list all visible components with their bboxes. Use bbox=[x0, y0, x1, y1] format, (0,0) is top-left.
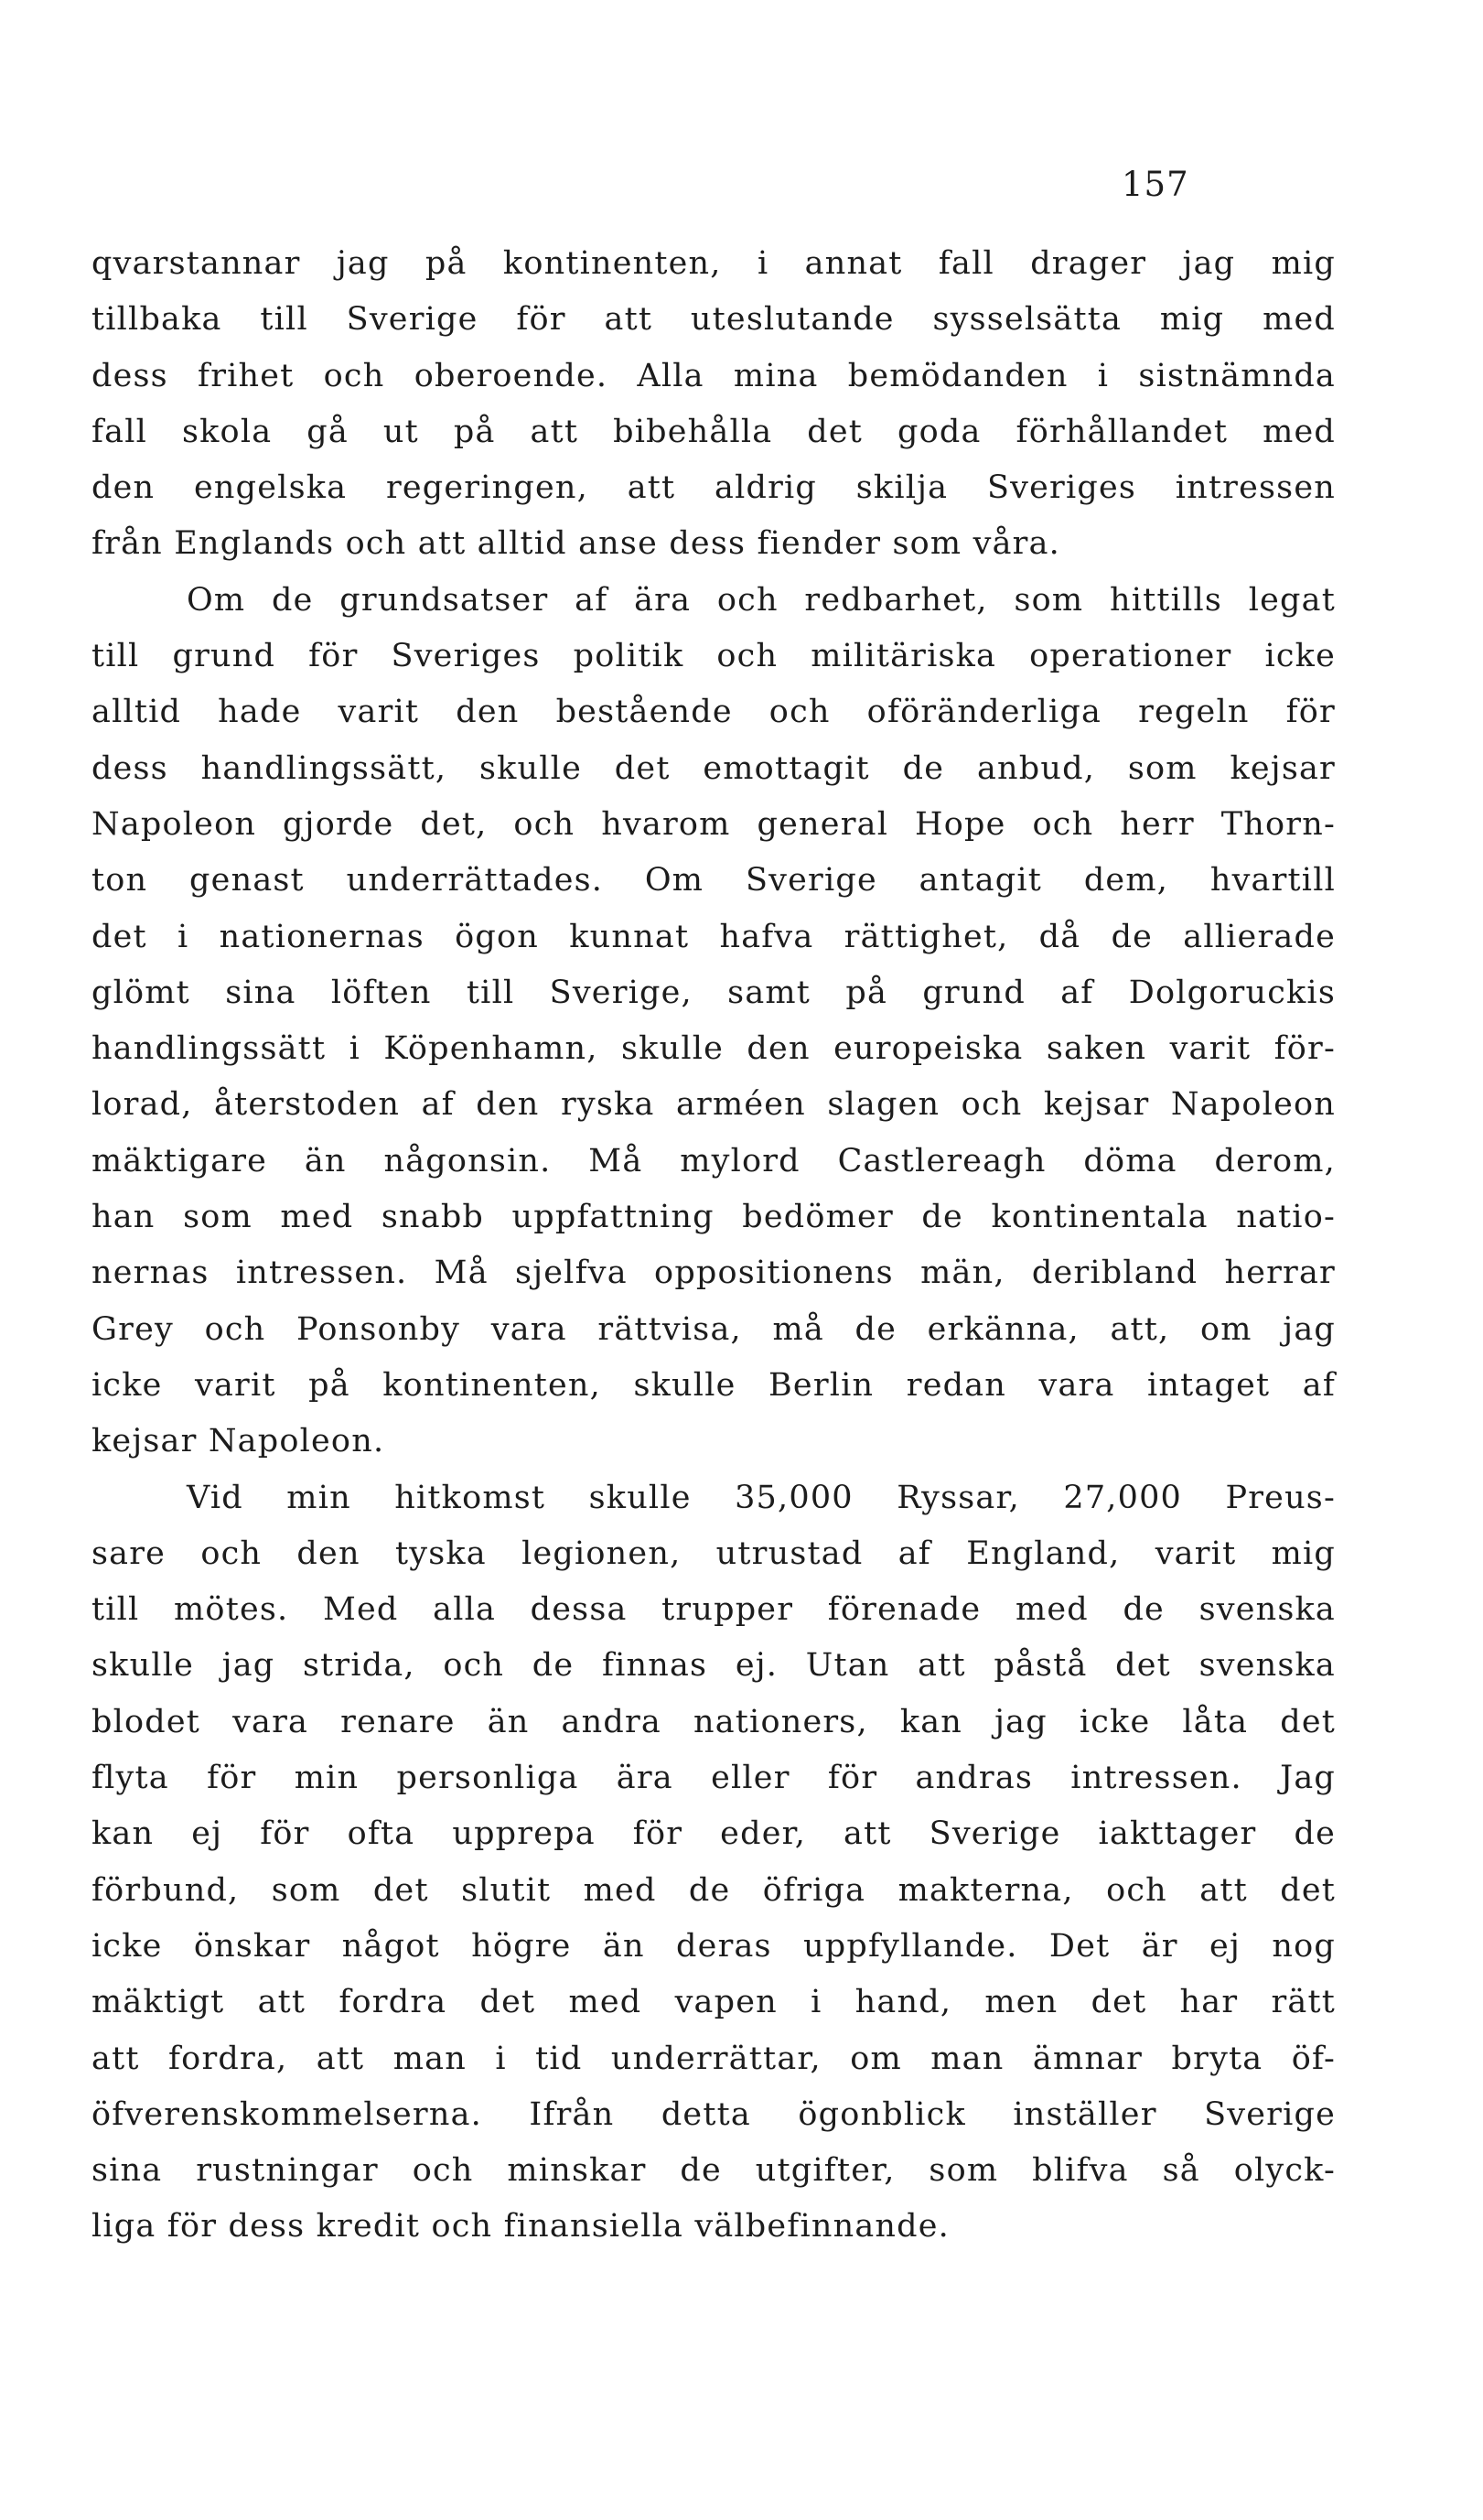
text-line: qvarstannar jag på kontinenten, i annat fall drager jag mig bbox=[91, 245, 1336, 282]
text-line: kan ej för ofta upprepa för eder, att Sverige iakttager de bbox=[91, 1815, 1336, 1853]
text-line: mäktigare än någonsin. Må mylord Castlereagh döma derom, bbox=[91, 1142, 1336, 1179]
text-line: till mötes. Med alla dessa trupper förenade med de svenska bbox=[91, 1591, 1336, 1629]
text-line: icke varit på kontinenten, skulle Berlin redan vara intaget af bbox=[91, 1366, 1336, 1404]
text-line: öfverenskommelserna. Ifrån detta ögonblick inställer Sverige bbox=[91, 2095, 1336, 2133]
body-text bbox=[91, 236, 1336, 2256]
text-line: alltid hade varit den bestående och oföränderliga regeln för bbox=[91, 694, 1336, 731]
text-line: fall skola gå ut på att bibehålla det goda förhållandet med bbox=[91, 413, 1336, 450]
text-line: kejsar Napoleon. bbox=[91, 1423, 385, 1460]
page-number: 157 bbox=[1122, 165, 1189, 204]
text-line: icke önskar något högre än deras uppfyllande. Det är ej nog bbox=[91, 1927, 1336, 1965]
text-line: han som med snabb uppfattning bedömer de kontinentala natio- bbox=[91, 1199, 1336, 1236]
text-line: liga för dess kredit och finansiella välbefinnande. bbox=[91, 2208, 950, 2245]
text-line: sare och den tyska legionen, utrustad af England, varit mig bbox=[91, 1535, 1336, 1572]
text-line: nernas intressen. Må sjelfva oppositionens män, deribland herrar bbox=[91, 1255, 1336, 1292]
text-line: glömt sina löften till Sverige, samt på grund af Dolgoruckis bbox=[91, 974, 1336, 1011]
text-line: dess frihet och oberoende. Alla mina bemödanden i sistnämnda bbox=[91, 357, 1336, 394]
text-line: handlingssätt i Köpenhamn, skulle den europeiska saken varit för- bbox=[91, 1030, 1336, 1068]
text-line: sina rustningar och minskar de utgifter, som blifva så olyck- bbox=[91, 2152, 1336, 2190]
text-line: Grey och Ponsonby vara rättvisa, må de erkänna, att, om jag bbox=[91, 1310, 1336, 1348]
text-line: ton genast underrättades. Om Sverige antagit dem, hvartill bbox=[91, 862, 1336, 899]
text-line: tillbaka till Sverige för att uteslutande sysselsätta mig med bbox=[91, 301, 1336, 339]
text-line: att fordra, att man i tid underrättar, om man ämnar bryta öf- bbox=[91, 2040, 1336, 2077]
text-line: flyta för min personliga ära eller för andras intressen. Jag bbox=[91, 1760, 1336, 1797]
text-line: dess handlingssätt, skulle det emottagit de anbud, som kejsar bbox=[91, 749, 1336, 787]
text-line: det i nationernas ögon kunnat hafva rättighet, då de allierade bbox=[91, 918, 1336, 955]
text-line: till grund för Sveriges politik och militäriska operationer icke bbox=[91, 638, 1336, 675]
text-line: Napoleon gjorde det, och hvarom general Hope och herr Thorn- bbox=[91, 805, 1336, 843]
text-line: förbund, som det slutit med de öfriga makterna, och att det bbox=[91, 1871, 1336, 1909]
text-line: skulle jag strida, och de finnas ej. Utan att påstå det svenska bbox=[91, 1647, 1336, 1685]
text-line: från Englands och att alltid anse dess fiender som våra. bbox=[91, 525, 1060, 563]
text-line: Om de grundsatser af ära och redbarhet, som hittills legat bbox=[187, 581, 1336, 619]
text-line: blodet vara renare än andra nationers, kan jag icke låta det bbox=[91, 1703, 1336, 1740]
text-line: lorad, återstoden af den ryska arméen slagen och kejsar Napoleon bbox=[91, 1086, 1336, 1124]
text-line: Vid min hitkomst skulle 35,000 Ryssar, 27,000 Preus- bbox=[187, 1479, 1336, 1516]
text-line: den engelska regeringen, att aldrig skilja Sveriges intressen bbox=[91, 469, 1336, 507]
text-line: mäktigt att fordra det med vapen i hand, men det har rätt bbox=[91, 1984, 1336, 2021]
